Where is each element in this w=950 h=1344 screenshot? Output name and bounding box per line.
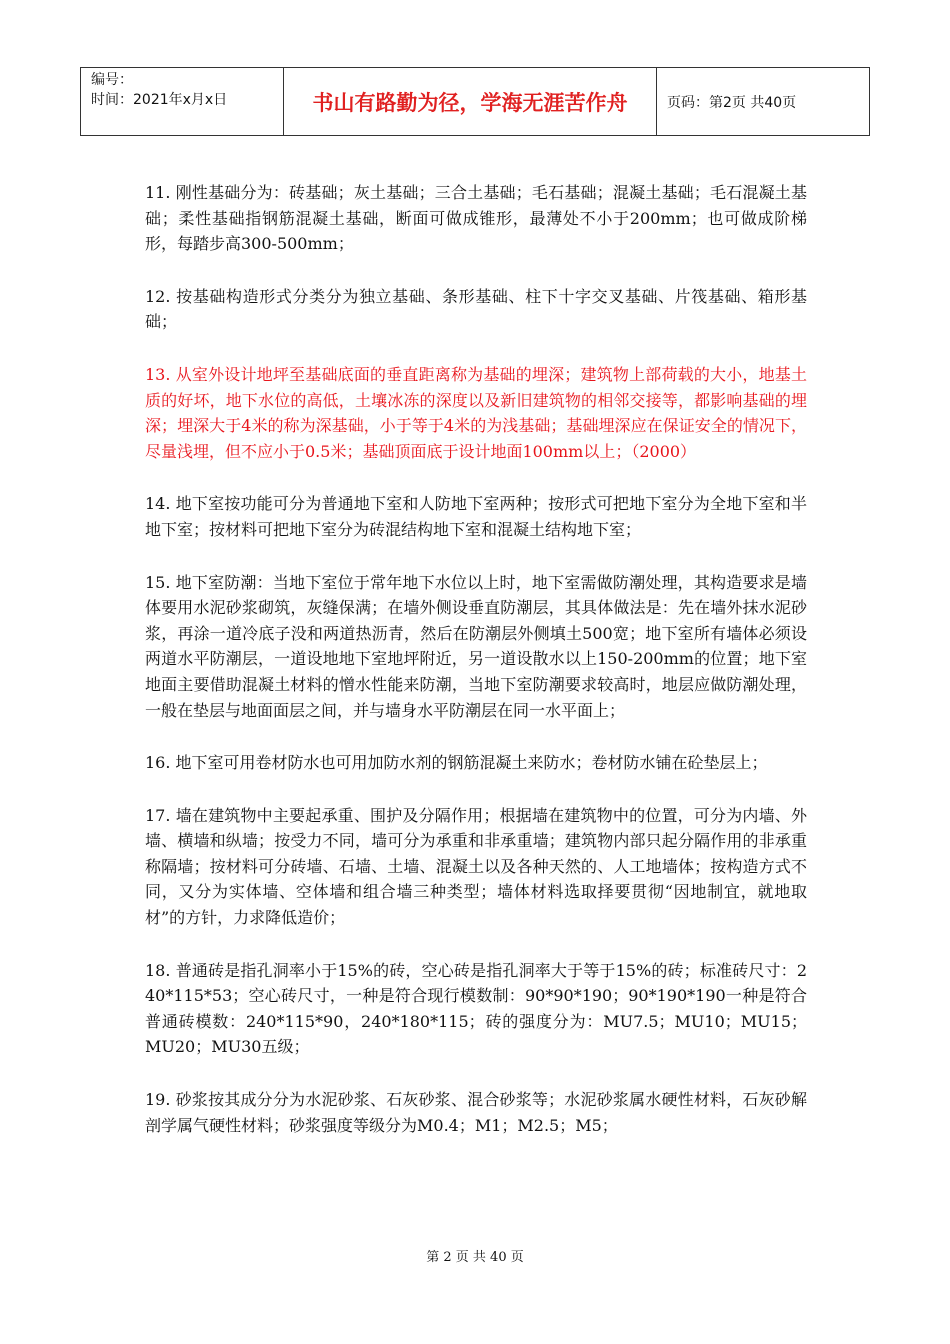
paragraph-15: 15. 地下室防潮：当地下室位于常年地下水位以上时，地下室需做防潮处理，其构造要求是墙体要用水泥砂浆砌筑，灰缝保满；在墙外侧设垂直防潮层，其具体做法是：先在墙外抹水泥砂浆，再涂一道冷底子没和两道热沥青，然后在防潮层外侧填土500宽；地下室所有墙体必须设两道水平防潮层，一道设地地下室地坪附近，另一道设散水以上150-200mm的位置；地下室地面主要借助混凝土材料的憎水性能来防潮，当地下室防潮要求较高时，地层应做防潮处理，一般在垫层与地面面层之间，并与墙身水平防潮层在同一水平面上； [145,572,807,720]
document-date-label: 时间：2021年x月x日 [91,92,228,108]
page-footer: 第 2 页 共 40 页 [426,1250,524,1265]
header-meta [81,68,284,135]
header-motto: 书山有路勤为径，学海无涯苦作舟 [284,68,657,135]
paragraph-18: 18. 普通砖是指孔洞率小于15%的砖，空心砖是指孔洞率大于等于15%的砖；标准砖尺寸：240*115*53；空心砖尺寸，一种是符合现行模数制：90*90*190；90*190*190一种是符合普通砖模数：240*115*90，240*180*115；砖的强度分为：MU7.5；MU10；MU15；MU20；MU30五级； [145,960,807,1057]
paragraph-12: 12. 按基础构造形式分类分为独立基础、条形基础、柱下十字交叉基础、片筏基础、箱形基础； [145,286,807,332]
paragraph-13-highlighted: 13. 从室外设计地坪至基础底面的垂直距离称为基础的埋深；建筑物上部荷载的大小，地基土质的好坏，地下水位的高低，土壤冰冻的深度以及新旧建筑物的相邻交接等，都影响基础的埋深；埋深大于4米的称为深基础，小于等于4米的为浅基础；基础埋深应在保证安全的情况下，尽量浅埋，但不应小于0.5米；基础顶面底于设计地面100mm以上；（2000） [145,364,807,461]
header-page-info: 页码：第2页 共40页 [667,94,797,111]
paragraph-11: 11. 刚性基础分为：砖基础；灰土基础；三合土基础；毛石基础；混凝土基础；毛石混凝土基础；柔性基础指钢筋混凝土基础，断面可做成锥形，最薄处不小于200mm；也可做成阶梯形，每踏步高300-500mm； [145,183,807,254]
document-body [145,180,807,1165]
page-header [80,67,870,136]
paragraph-14: 14. 地下室按功能可分为普通地下室和人防地下室两种；按形式可把地下室分为全地下室和半地下室；按材料可把地下室分为砖混结构地下室和混凝土结构地下室； [145,494,807,539]
paragraph-17: 17. 墙在建筑物中主要起承重、围护及分隔作用；根据墙在建筑物中的位置，可分为内墙、外墙、横墙和纵墙；按受力不同，墙可分为承重和非承重墙；建筑物内部只起分隔作用的非承重称隔墙；按材料可分砖墙、石墙、土墙、混凝土以及各种天然的、人工地墙体；按构造方式不同，又分为实体墙、空体墙和组合墙三种类型；墙体材料选取择要贯彻“因地制宜，就地取材”的方针，力求降低造价； [145,805,807,928]
paragraph-19: 19. 砂浆按其成分分为水泥砂浆、石灰砂浆、混合砂浆等；水泥砂浆属水硬性材料，石灰砂解剖学属气硬性材料；砂浆强度等级分为M0.4；M1；M2.5；M5； [145,1090,807,1135]
paragraph-16: 16. 地下室可用卷材防水也可用加防水剂的钢筋混凝土来防水；卷材防水铺在砼垫层上； [145,753,768,773]
document-number-label: 编号： [91,72,133,88]
